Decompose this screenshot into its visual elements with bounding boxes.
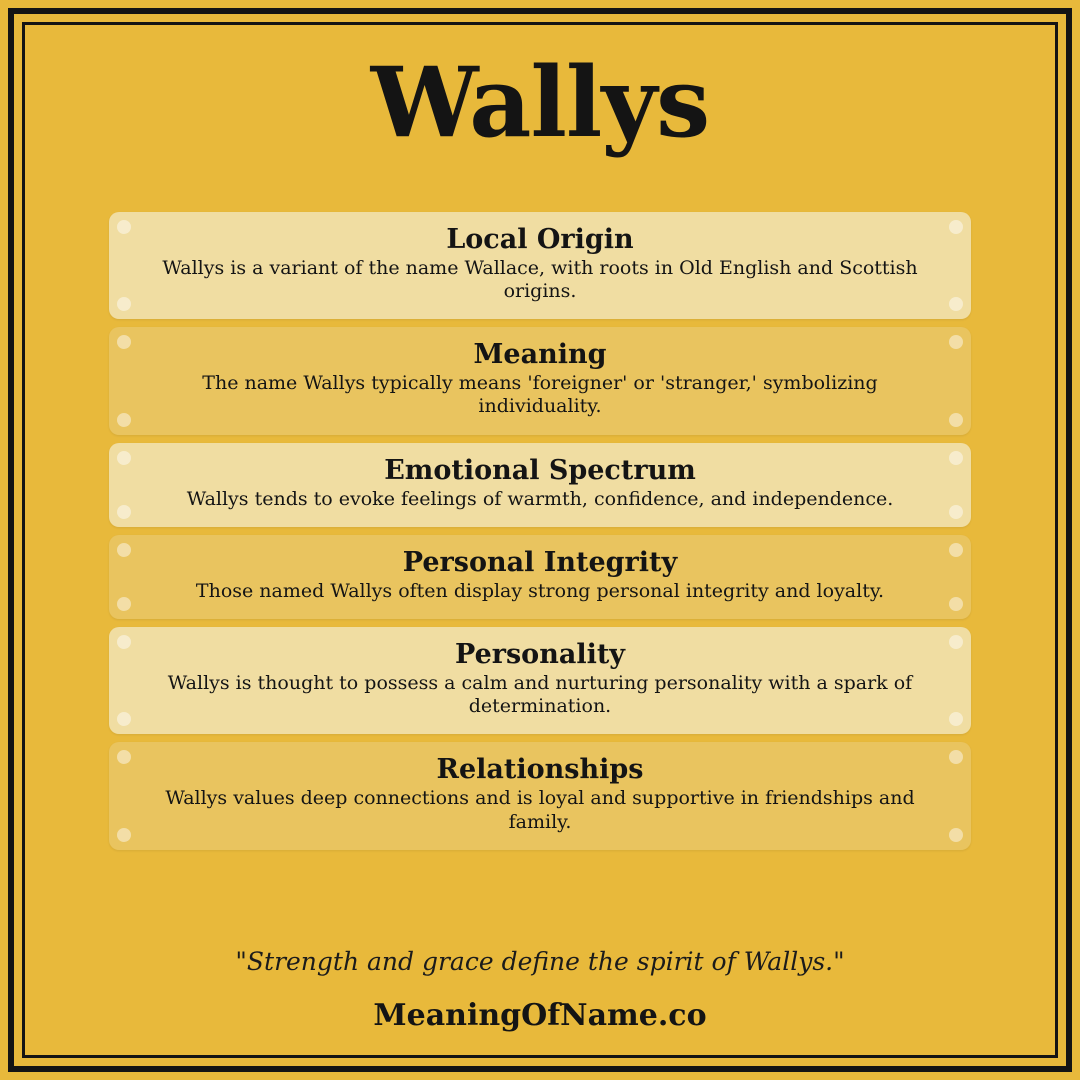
section-heading: Personality (455, 639, 625, 671)
section-body: The name Wallys typically means 'foreigner' or 'stranger,' symbolizing individuality. (202, 372, 878, 418)
corner-dot-icon (117, 297, 131, 311)
corner-dot-icon (949, 413, 963, 427)
section-card-meaning (109, 327, 971, 434)
corner-dot-icon (949, 712, 963, 726)
corner-dot-icon (949, 828, 963, 842)
corner-dot-icon (117, 597, 131, 611)
corner-dot-icon (949, 297, 963, 311)
brand-name: MeaningOfName.co (373, 998, 707, 1033)
poster-footer (65, 947, 1015, 1055)
corner-dot-icon (117, 413, 131, 427)
corner-dot-icon (117, 828, 131, 842)
section-heading: Local Origin (446, 223, 634, 255)
section-heading: Emotional Spectrum (384, 454, 696, 486)
page-title: Wallys (370, 46, 710, 159)
section-body: Those named Wallys often display strong personal integrity and loyalty. (195, 579, 885, 602)
corner-dot-icon (949, 597, 963, 611)
section-card-local-origin (109, 212, 971, 319)
corner-dot-icon (117, 505, 131, 519)
section-card-relationships (109, 742, 971, 849)
tagline-quote: "Strength and grace define the spirit of Wallys." (235, 947, 845, 976)
section-card-emotional-spectrum (109, 443, 971, 527)
section-heading: Meaning (473, 339, 607, 371)
poster-content (25, 25, 1055, 1055)
section-card-personality (109, 627, 971, 734)
section-heading: Personal Integrity (402, 546, 678, 578)
section-list (109, 212, 971, 850)
corner-dot-icon (949, 505, 963, 519)
section-heading: Relationships (436, 754, 644, 786)
section-body: Wallys values deep connections and is loyal and supportive in friendships and family. (165, 787, 915, 833)
section-body: Wallys is a variant of the name Wallace, with roots in Old English and Scottish origins. (162, 256, 918, 303)
corner-dot-icon (117, 712, 131, 726)
section-card-personal-integrity (109, 535, 971, 619)
section-body: Wallys tends to evoke feelings of warmth, confidence, and independence. (186, 487, 894, 510)
section-body: Wallys is thought to possess a calm and nurturing personality with a spark of determination. (167, 672, 913, 718)
